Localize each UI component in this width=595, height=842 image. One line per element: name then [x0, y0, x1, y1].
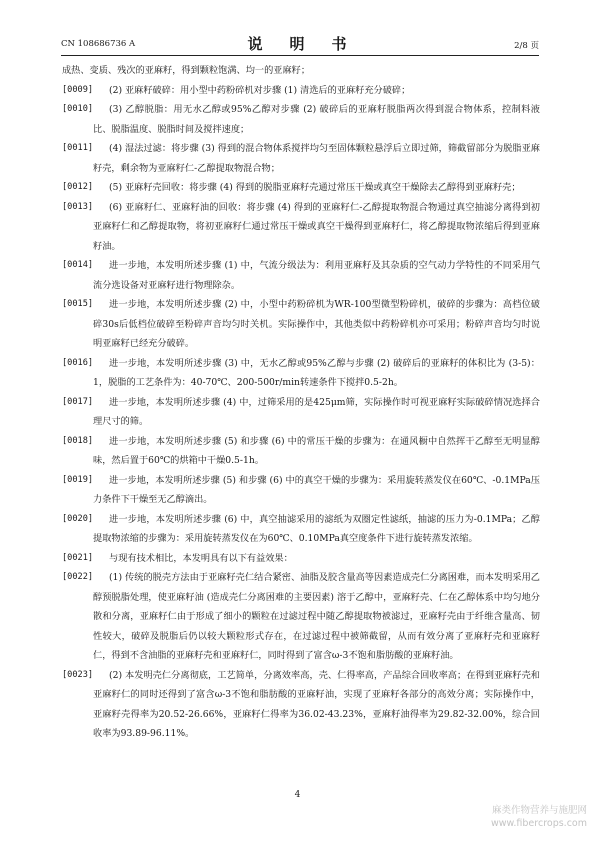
- paragraph-0013: [62, 198, 540, 257]
- paragraph-0019: [62, 471, 540, 510]
- paragraph-0018: [62, 432, 540, 471]
- paragraph-text: 进一步地，本发明所述步骤 (2) 中，小型中药粉碎机为WR-100型微型粉碎机，破碎的步骤为：高档位破碎30s后低档位破碎至粉碎声音均匀时关机。实际操作中，其他类似中药粉碎机亦可采用；粉碎声音均匀时说明亚麻籽已经充分破碎。: [93, 299, 540, 349]
- paragraph-number: [0021]: [62, 552, 94, 563]
- paragraph-0021: [62, 549, 540, 569]
- paragraph-text: (3) 乙醇脱脂：用无水乙醇或95%乙醇对步骤 (2) 破碎后的亚麻籽脱脂两次得到混合物体系，控制料液比、脱脂温度、脱脂时间及搅拌速度；: [93, 104, 540, 135]
- paragraph-0010: [62, 100, 540, 139]
- paragraph-text: 进一步地，本发明所述步骤 (1) 中，气流分级法为：利用亚麻籽及其杂质的空气动力学特性的不同采用气流分选设备对亚麻籽进行物理除杂。: [93, 260, 540, 291]
- paragraph-number: [0010]: [62, 104, 94, 114]
- watermark-title: 麻类作物营养与施肥网: [491, 805, 587, 816]
- page-number: 4: [294, 790, 301, 800]
- paragraph-number: [0014]: [62, 260, 94, 270]
- paragraph-number: [0018]: [62, 435, 94, 446]
- page-header: [61, 33, 539, 56]
- paragraph-text: 进一步地，本发明所述步骤 (3) 中，无水乙醇或95%乙醇与步骤 (2) 破碎后的亚麻籽的体积比为 (3-5)：1，脱脂的工艺条件为：40-70℃、200-500r/min转速条件下搅拌0.5-2h。: [93, 357, 540, 388]
- paragraph-number: [0011]: [62, 143, 94, 153]
- paragraph-number: [0019]: [62, 474, 94, 485]
- paragraph-text: (2) 本发明壳仁分离彻底，工艺简单，分离效率高，壳、仁得率高，产品综合回收率高；在得到亚麻籽壳和亚麻籽仁的同时还得到了富含ω-3不饱和脂肪酸的亚麻籽油，实现了亚麻籽各部分的高效分离；实际操作中，亚麻籽壳得率为20.52-26.66%，亚麻籽仁得率为36.02-43.23%，亚麻籽油得率为29.82-32.00%，综合回收率为93.89-96.11%。: [93, 669, 540, 739]
- paragraph-text: 成热、变质、残次的亚麻籽，得到颗粒饱满、均一的亚麻籽；: [62, 65, 311, 76]
- page-indicator: 2/8 页: [514, 41, 539, 51]
- paragraph-text: (1) 传统的脱壳方法由于亚麻籽壳仁结合紧密、油脂及胶含量高等因素造成壳仁分离困难，而本发明采用乙醇预脱脂处理，使亚麻籽油 (造成壳仁分离困难的主要因素) 溶于乙醇中，亚麻籽壳、仁在乙醇体系中均匀地分散和分离，亚麻籽仁由于形成了细小的颗粒在过滤过程中随乙醇提取物被滤过，亚麻籽壳由于纤维含量高、韧性较大，破碎及脱脂后仍以较大颗粒形式存在，在过滤过程中被筛截留，从而有效分离了亚麻籽壳和亚麻籽仁，得到不含油脂的亚麻籽壳和亚麻籽仁，同时得到了富含ω-3不饱和脂肪酸的亚麻籽油。: [93, 572, 540, 661]
- paragraph-number: [0020]: [62, 513, 94, 524]
- paragraph-0022: [62, 568, 540, 666]
- paragraph-number: [0009]: [62, 84, 94, 95]
- document-title: 说 明 书: [247, 35, 353, 53]
- paragraph-text: 与现有技术相比，本发明具有以下有益效果：: [109, 552, 293, 564]
- paragraph-0015: [62, 295, 540, 354]
- paragraph-number: [0017]: [62, 396, 94, 407]
- paragraph-text: (2) 亚麻籽破碎：用小型中药粉碎机对步骤 (1) 清选后的亚麻籽充分破碎；: [109, 84, 411, 96]
- paragraph-0014: [62, 256, 540, 295]
- document-body: [62, 61, 540, 744]
- paragraph-number: [0023]: [62, 669, 94, 680]
- paragraph-0011: [62, 139, 540, 178]
- paragraph-number: [0022]: [62, 572, 94, 582]
- paragraph-number: [0015]: [62, 299, 94, 309]
- paragraph-number: [0012]: [62, 182, 94, 192]
- paragraph-text: 进一步地，本发明所述步骤 (5) 和步骤 (6) 中的真空干燥的步骤为：采用旋转蒸发仪在60℃、-0.1MPa压力条件下干燥至无乙醇滴出。: [93, 474, 540, 505]
- paragraph-0023: [62, 666, 540, 744]
- paragraph-0009: [62, 81, 540, 101]
- paragraph: [62, 61, 540, 81]
- paragraph-number: [0016]: [62, 357, 94, 368]
- paragraph-0017: [62, 393, 540, 432]
- paragraph-text: 进一步地，本发明所述步骤 (5) 和步骤 (6) 中的常压干燥的步骤为：在通风橱中自然挥干乙醇至无明显醇味，然后置于60℃的烘箱中干燥0.5-1h。: [93, 435, 540, 466]
- watermark-url: www.fibercrops.com: [490, 818, 587, 829]
- paragraph-0012: [62, 178, 540, 198]
- paragraph-text: (4) 湿法过滤：将步骤 (3) 得到的混合物体系搅拌均匀至固体颗粒悬浮后立即过筛，筛截留部分为脱脂亚麻籽壳，剩余物为亚麻籽仁-乙醇提取物混合物；: [93, 143, 540, 174]
- paragraph-text: 进一步地，本发明所述步骤 (6) 中，真空抽滤采用的滤纸为双圈定性滤纸，抽滤的压力为-0.1MPa；乙醇提取物浓缩的步骤为：采用旋转蒸发仪在为60℃、0.10MPa真空度条件下进行旋转蒸发浓缩。: [93, 513, 540, 544]
- paragraph-text: (5) 亚麻籽壳回收：将步骤 (4) 得到的脱脂亚麻籽壳通过常压干燥或真空干燥除去乙醇得到亚麻籽壳；: [109, 182, 521, 193]
- document-number: CN 108686736 A: [61, 39, 136, 49]
- paragraph-0016: [62, 354, 540, 393]
- paragraph-text: 进一步地，本发明所述步骤 (4) 中，过筛采用的是425μm筛，实际操作时可视亚麻籽实际破碎情况选择合理尺寸的筛。: [93, 396, 540, 427]
- paragraph-0020: [62, 510, 540, 549]
- paragraph-number: [0013]: [62, 201, 94, 212]
- watermark: [491, 804, 587, 830]
- paragraph-text: (6) 亚麻籽仁、亚麻籽油的回收：将步骤 (4) 得到的亚麻籽仁-乙醇提取物混合物通过真空抽滤分离得到初亚麻籽仁和乙醇提取物，将初亚麻籽仁通过常压干燥或真空干燥得到亚麻籽仁，将乙醇提取物浓缩后得到亚麻籽油。: [93, 201, 540, 252]
